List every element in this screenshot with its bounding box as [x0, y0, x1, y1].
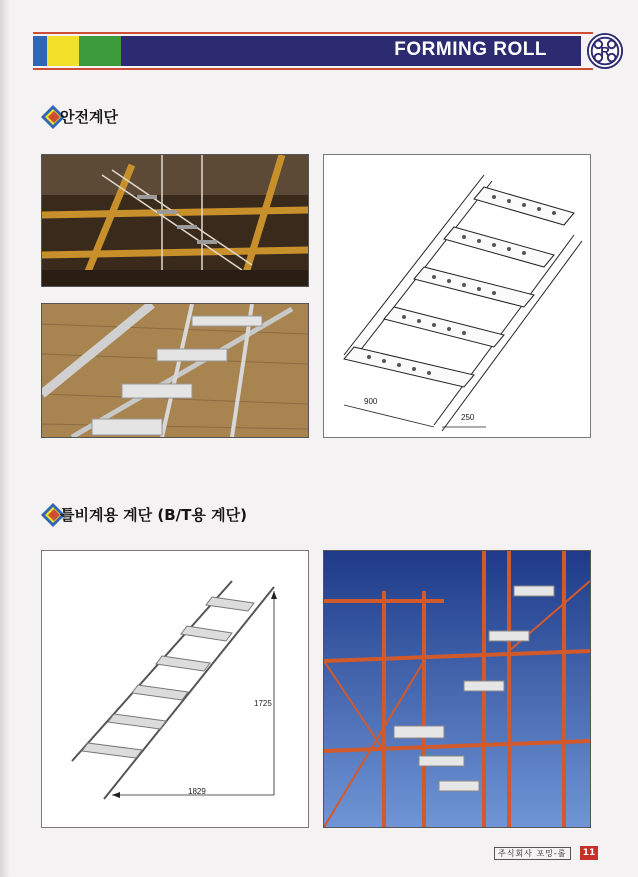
- photo-safety-stair-slope: [41, 303, 309, 438]
- dim-label-height: 1725: [254, 699, 272, 708]
- page-number: 11: [580, 846, 598, 860]
- photo-safety-stair-structure: [41, 154, 309, 287]
- header-rule-top: [33, 32, 593, 34]
- svg-text:R: R: [600, 43, 610, 59]
- footer-company-name: 주식회사 포밍-롤: [494, 847, 571, 860]
- header-title: FORMING ROLL: [394, 39, 547, 60]
- color-block-yellow: [47, 36, 79, 66]
- dim-label-length: 1829: [188, 787, 206, 796]
- dim-label-step: 250: [461, 413, 475, 422]
- color-block-green: [79, 36, 121, 66]
- drawing-bt-stair: [41, 550, 309, 828]
- header-bar: [33, 36, 610, 66]
- section-title-text: 틀비계용 계단 (B/T용 계단): [60, 506, 247, 524]
- photo-bt-stair-scaffold: [323, 550, 591, 828]
- dim-label-width: 900: [364, 397, 378, 406]
- header-rule-bottom: [33, 68, 593, 70]
- color-block-blue: [33, 36, 47, 66]
- section-title-text: 안전계단: [60, 108, 118, 126]
- page-footer: [494, 846, 598, 860]
- drawing-safety-stair: [323, 154, 591, 438]
- page-binding-shadow: [0, 0, 10, 877]
- company-logo-icon: [586, 32, 624, 70]
